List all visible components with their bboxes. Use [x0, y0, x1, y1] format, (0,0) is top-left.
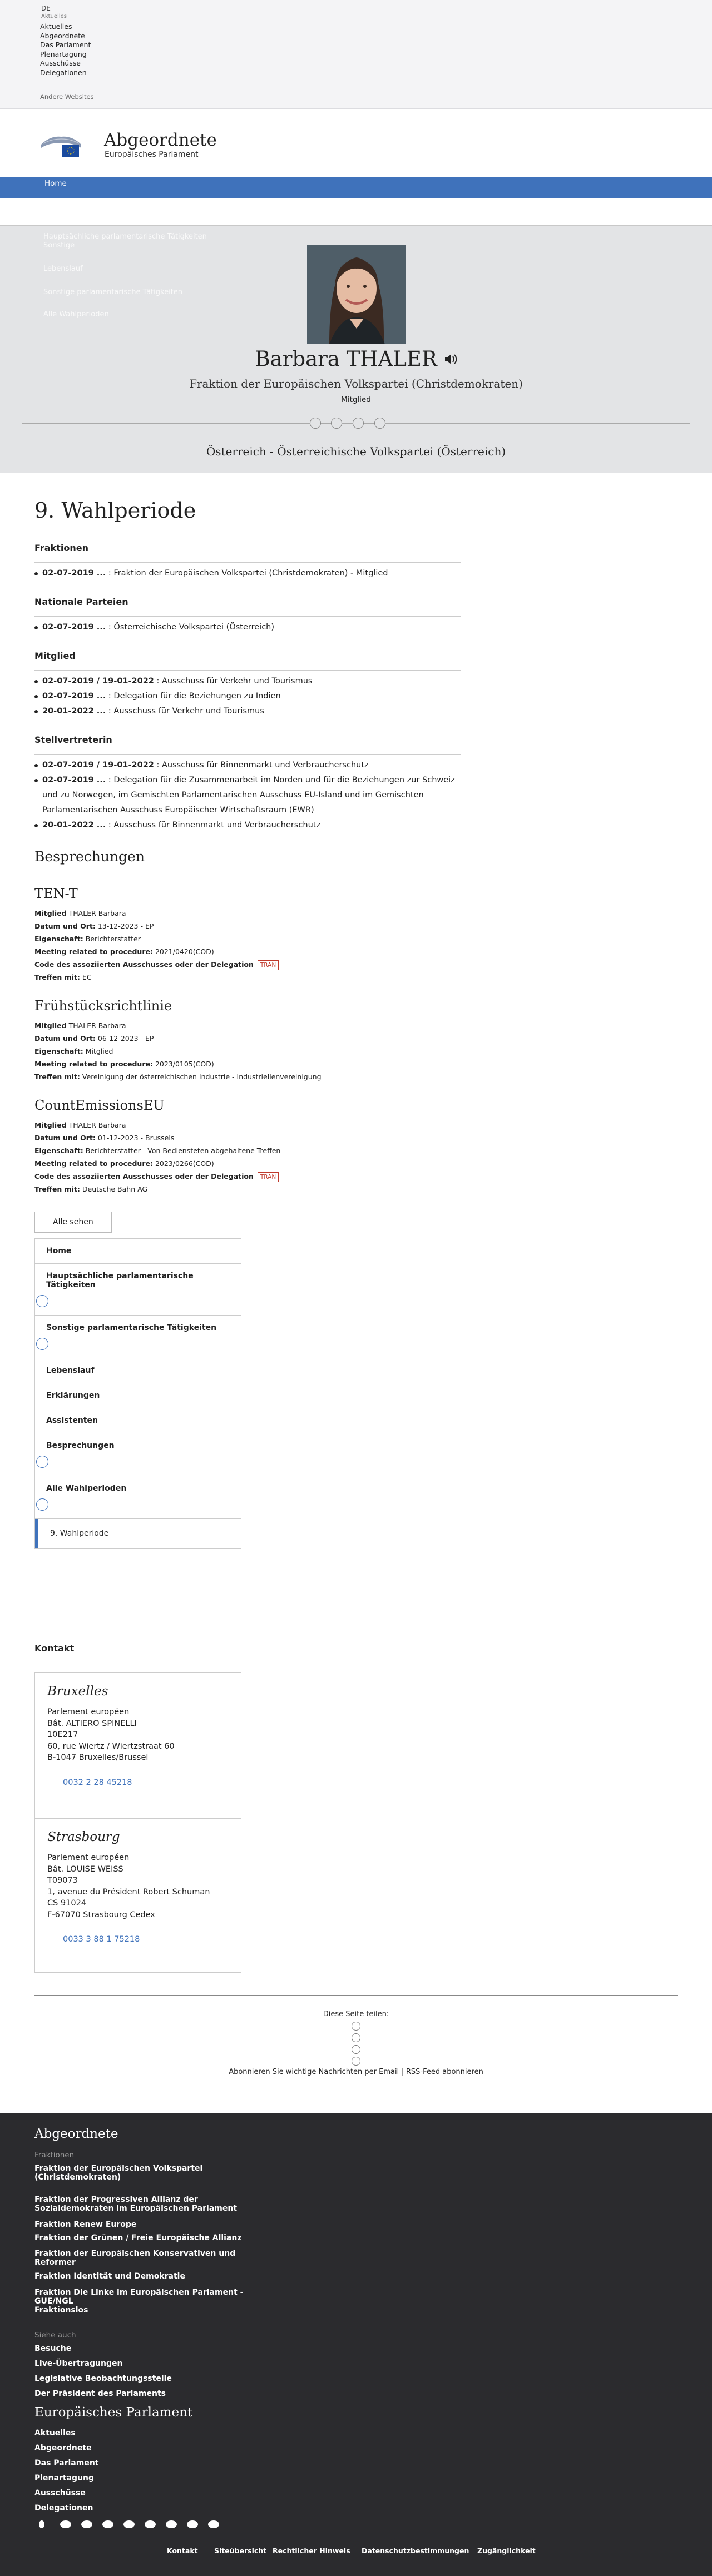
footer-ep-link[interactable]: Plenartagung [34, 2474, 94, 2483]
contact-card-strasbourg [34, 1818, 241, 1973]
footer-see-also-link[interactable]: Der Präsident des Parlaments [34, 2389, 166, 2398]
meeting-row-label: Meeting related to procedure: [34, 1159, 153, 1168]
meeting-row-value: Mitglied [85, 1047, 113, 1055]
meeting-row [34, 971, 461, 984]
side-menu-label: Sonstige parlamentarische Tätigkeiten [46, 1323, 217, 1332]
term-title: 9. Wahlperiode [34, 498, 196, 523]
sidebar-menu [34, 1238, 241, 1549]
section-divider [34, 616, 461, 617]
item-date: 02-07-2019 ... [42, 692, 106, 701]
footer-group-link[interactable]: Fraktion der Europäischen Konservativen und Reformer [34, 2249, 236, 2267]
side-menu-label: Erklärungen [46, 1391, 100, 1400]
meeting-row [34, 1144, 461, 1157]
list-item [34, 773, 461, 818]
mep-name-text: Barbara THALER [255, 347, 437, 371]
section-divider [34, 754, 461, 755]
side-other-activities[interactable] [35, 1316, 241, 1358]
address-line: Bât. ALTIERO SPINELLI [47, 1719, 137, 1728]
meeting-row-label: Treffen mit: [34, 1073, 80, 1081]
phone-link[interactable]: 0033 3 88 1 75218 [63, 1935, 140, 1944]
footer-see-also-label: Siehe auch [34, 2331, 76, 2340]
expand-icon[interactable] [36, 1456, 48, 1468]
top-nav-item[interactable]: Delegationen [40, 68, 87, 77]
meeting-row-label: Datum und Ort: [34, 922, 96, 930]
social-icon[interactable] [123, 2520, 135, 2528]
item-date: 20-01-2022 ... [42, 707, 106, 716]
site-subtitle: Europäisches Parlament [105, 150, 199, 159]
section-list [34, 674, 461, 719]
meeting-row-value: Berichterstatter [85, 935, 141, 943]
meeting-row [34, 907, 461, 920]
item-text: : Österreichische Volkspartei (Österreich) [106, 623, 275, 632]
mep-name [0, 347, 712, 371]
share-twitter-icon[interactable] [352, 2033, 360, 2042]
meeting-row-value: Berichterstatter - Von Bediensteten abgehaltene Treffen [85, 1146, 281, 1155]
meeting-row-value: 2023/0266(COD) [155, 1159, 214, 1168]
section-list [34, 566, 461, 581]
nav-home-link[interactable]: Home [44, 179, 67, 188]
meeting-row [34, 1045, 461, 1058]
item-text: : Ausschuss für Binnenmarkt und Verbraucherschutz [106, 821, 321, 830]
footer-bottom-link[interactable]: Siteübersicht [214, 2547, 267, 2555]
footer-group-link[interactable]: Fraktion Renew Europe [34, 2220, 137, 2229]
item-text: : Ausschuss für Binnenmarkt und Verbraucherschutz [154, 761, 369, 770]
footer-ep-link[interactable]: Abgeordnete [34, 2444, 92, 2453]
mep-national-party: Österreich - Österreichische Volkspartei (Österreich) [206, 445, 506, 458]
footer-groups-label: Fraktionen [34, 2151, 75, 2160]
item-date: 02-07-2019 / 19-01-2022 [42, 677, 154, 686]
side-menu-label: Home [46, 1247, 72, 1255]
footer-bottom-link[interactable]: Rechtlicher Hinweis [273, 2547, 350, 2555]
meeting-row-label: Eigenschaft: [34, 1047, 83, 1055]
meeting-row-label: Mitglied [34, 909, 67, 917]
footer-bottom-link[interactable]: Zugänglichkeit [477, 2547, 536, 2555]
footer-bottom-link[interactable]: Datenschutzbestimmungen [362, 2547, 469, 2555]
meeting-row-label: Treffen mit: [34, 1185, 80, 1193]
meetings-title: Besprechungen [34, 848, 145, 865]
meeting-row [34, 1019, 461, 1032]
meeting-row-value: THALER Barbara [68, 1121, 126, 1129]
mep-hero [0, 225, 712, 473]
top-nav-item[interactable]: Plenartagung [40, 49, 87, 58]
footer-group-link[interactable]: Fraktionslos [34, 2306, 88, 2315]
share-email-icon[interactable] [352, 2057, 360, 2066]
social-icon[interactable] [208, 2520, 219, 2528]
side-menu-label: Hauptsächliche parlamentarische Tätigkeiten [46, 1272, 194, 1289]
list-item [34, 689, 461, 704]
meeting-row [34, 958, 461, 971]
meeting-row [34, 1131, 461, 1144]
meeting-row [34, 1058, 461, 1070]
site-header [0, 109, 712, 177]
address-line: CS 91024 [47, 1899, 87, 1908]
address-line: F-67070 Strasbourg Cedex [47, 1910, 155, 1919]
meeting-row-label: Mitglied [34, 1121, 67, 1129]
section-heading: Mitglied [34, 651, 76, 661]
item-date: 02-07-2019 ... [42, 569, 106, 578]
address-line: Bât. LOUISE WEISS [47, 1864, 123, 1874]
top-nav [40, 22, 91, 77]
language-sub: Aktuelles [41, 13, 67, 19]
meeting-row-label: Meeting related to procedure: [34, 947, 153, 956]
address-line: 60, rue Wiertz / Wiertzstraat 60 [47, 1741, 175, 1751]
share-facebook-icon[interactable] [352, 2022, 360, 2031]
section-divider [34, 670, 461, 671]
top-nav-item[interactable]: Ausschüsse [40, 59, 81, 67]
side-menu-label: Besprechungen [46, 1441, 115, 1450]
mep-party: Fraktion der Europäischen Volkspartei (Christdemokraten) [189, 377, 523, 390]
section-list [34, 620, 461, 635]
side-main-activities[interactable] [35, 1264, 241, 1316]
hero-ghost-link[interactable]: Hauptsächliche parlamentarische Tätigkeiten [43, 232, 207, 241]
social-icon[interactable] [187, 2520, 198, 2528]
footer-see-also-link[interactable]: Live-Übertragungen [34, 2359, 123, 2368]
meetings-list [34, 886, 461, 1195]
meeting-row [34, 1183, 461, 1195]
footer-group-link[interactable]: Fraktion der Europäischen Volkspartei (Christdemokraten) [34, 2164, 203, 2182]
side-home[interactable] [35, 1239, 241, 1264]
subscribe-news-link[interactable]: Abonnieren Sie wichtige Nachrichten per Email [229, 2068, 399, 2076]
side-menu-label: Assistenten [46, 1416, 98, 1425]
meeting [34, 998, 461, 1083]
site-title[interactable]: Abgeordnete [104, 130, 217, 150]
list-item [34, 758, 461, 773]
item-date: 02-07-2019 / 19-01-2022 [42, 761, 154, 770]
hero-ghost-link[interactable]: Sonstige [43, 241, 75, 250]
meeting-title[interactable]: TEN-T [34, 886, 78, 901]
social-icon[interactable] [145, 2520, 156, 2528]
list-item [34, 704, 461, 719]
meeting-row-label: Datum und Ort: [34, 1134, 96, 1142]
mep-photo [307, 245, 406, 344]
footer-group-link[interactable]: Fraktion der Grünen / Freie Europäische Allianz [34, 2233, 242, 2242]
footer-group-link[interactable]: Fraktion der Progressiven Allianz der Sozialdemokraten im Europäischen Parlament [34, 2195, 238, 2213]
expand-icon[interactable] [36, 1498, 48, 1511]
list-item [34, 674, 461, 689]
footer-ep-link[interactable]: Das Parlament [34, 2459, 99, 2468]
see-all-button[interactable]: Alle sehen [34, 1212, 112, 1233]
term-sections [34, 543, 461, 833]
social-icon[interactable] [39, 2520, 44, 2528]
main-content [34, 473, 461, 1549]
expand-icon[interactable] [36, 1338, 48, 1350]
address-line: Parlement européen [47, 1853, 130, 1862]
contact-card-bruxelles [34, 1672, 241, 1818]
meeting-row [34, 1170, 461, 1183]
top-nav-item[interactable]: Das Parlament [40, 41, 91, 49]
meeting-row-value: Deutsche Bahn AG [82, 1185, 148, 1193]
hero-ghost-link[interactable]: Sonstige parlamentarische Tätigkeiten [43, 288, 183, 296]
meeting-row-label: Eigenschaft: [34, 1146, 83, 1155]
footer-bottom-link[interactable]: Kontakt [167, 2547, 198, 2555]
committee-badge[interactable]: TRAN [258, 960, 279, 970]
meeting [34, 1098, 461, 1195]
expand-icon[interactable] [36, 1295, 48, 1307]
footer-see-also-link[interactable]: Legislative Beobachtungsstelle [34, 2374, 172, 2383]
meeting-row-value: 01-12-2023 - Brussels [97, 1134, 175, 1142]
meeting-row [34, 945, 461, 958]
section-list [34, 758, 461, 833]
main-nav [0, 177, 712, 198]
address-line: B-1047 Bruxelles/Brussel [47, 1753, 149, 1762]
mep-role: Mitglied [341, 395, 371, 404]
meeting-row [34, 1032, 461, 1045]
social-icon[interactable] [81, 2520, 92, 2528]
rss-link[interactable]: RSS-Feed abonnieren [406, 2068, 483, 2076]
address-line: T09073 [47, 1876, 78, 1885]
share-linkedin-icon[interactable] [352, 2045, 360, 2054]
share-section: Diese Seite teilen: Abonnieren Sie wichtige Nachrichten per Email | RSS-Feed abonnieren [0, 2010, 712, 2076]
item-text: : Ausschuss für Verkehr und Tourismus [154, 677, 313, 686]
contact-city: Bruxelles [47, 1684, 108, 1699]
meeting-row [34, 1157, 461, 1170]
top-nav-item[interactable]: Aktuelles [40, 22, 72, 31]
side-assistants[interactable] [35, 1408, 241, 1433]
side-all-terms[interactable] [35, 1476, 241, 1519]
meeting [34, 886, 461, 984]
hero-ghost-link[interactable]: Lebenslauf [43, 265, 83, 273]
address-line: 10E217 [47, 1730, 78, 1739]
item-date: 20-01-2022 ... [42, 821, 106, 830]
address-line: 1, avenue du Président Robert Schuman [47, 1887, 210, 1897]
footer-group-link[interactable]: Fraktion Identität und Demokratie [34, 2272, 185, 2281]
meeting-row [34, 1070, 461, 1083]
meeting-row-label: Code des assoziierten Ausschusses oder der Delegation [34, 1172, 254, 1180]
side-menu-label: Lebenslauf [46, 1366, 95, 1375]
top-bar [0, 0, 712, 109]
share-label: Diese Seite teilen: [323, 2010, 389, 2018]
top-nav-item[interactable]: Abgeordnete [40, 31, 85, 40]
meeting-row-label: Meeting related to procedure: [34, 1060, 153, 1068]
address-line: Parlement européen [47, 1708, 130, 1716]
section-divider [34, 562, 461, 563]
meeting-row-value: 2023/0105(COD) [155, 1060, 214, 1068]
section-heading: Fraktionen [34, 543, 88, 553]
item-text: : Ausschuss für Verkehr und Tourismus [106, 707, 264, 716]
facebook-icon[interactable] [353, 418, 364, 429]
ep-logo-icon[interactable] [39, 133, 83, 159]
meeting-row-label: Eigenschaft: [34, 935, 83, 943]
speaker-icon[interactable] [444, 353, 457, 365]
meeting-row-label: Mitglied [34, 1021, 67, 1030]
other-sites-link[interactable]: Andere Websites [40, 93, 94, 101]
phone-link[interactable]: 0032 2 28 45218 [63, 1778, 132, 1787]
footer-see-also-link[interactable]: Besuche [34, 2344, 72, 2353]
meeting-row-label: Code des assoziierten Ausschusses oder der Delegation [34, 960, 254, 969]
side-menu-label: Alle Wahlperioden [46, 1484, 127, 1493]
meeting-row-label: Treffen mit: [34, 973, 80, 981]
meeting-row-value: 13-12-2023 - EP [97, 922, 154, 930]
side-cv[interactable] [35, 1358, 241, 1383]
item-text: : Delegation für die Zusammenarbeit im Norden und für die Beziehungen zur Schweiz und zu Norwegen, im Gemischten Parlamentarischen Ausschuss EU-Island und im Gemischten Parlamentarischen Ausschuss Europäischer Wirtschaftsraum (EWR) [42, 776, 455, 815]
side-meetings[interactable] [35, 1433, 241, 1476]
hero-ghost-link[interactable]: Alle Wahlperioden [43, 310, 109, 319]
committee-badge[interactable]: TRAN [258, 1172, 279, 1182]
list-item [34, 566, 461, 581]
meeting-row [34, 932, 461, 945]
list-item [34, 620, 461, 635]
list-item [34, 818, 461, 833]
meeting-row-value: EC [82, 973, 92, 981]
meeting-title[interactable]: Frühstücksrichtlinie [34, 998, 172, 1014]
footer-title-2: Europäisches Parlament [34, 2405, 193, 2420]
meeting-row-label: Datum und Ort: [34, 1034, 96, 1043]
footer [0, 2113, 712, 2576]
meeting-row-value: THALER Barbara [68, 1021, 126, 1030]
contact-city: Strasbourg [47, 1830, 120, 1844]
meeting-row-value: THALER Barbara [68, 909, 126, 917]
section-heading: Stellvertreterin [34, 734, 112, 745]
social-icon[interactable] [60, 2520, 71, 2528]
footer-ep-link[interactable]: Delegationen [34, 2504, 93, 2513]
meeting-row [34, 920, 461, 932]
meeting-row-value: 2021/0420(COD) [155, 947, 214, 956]
item-text: : Delegation für die Beziehungen zu Indien [106, 692, 281, 701]
meeting-row [34, 1119, 461, 1131]
meeting-row-value: Vereinigung der österreichischen Industrie - Industriellenvereinigung [82, 1073, 322, 1081]
email-icon[interactable] [310, 418, 321, 429]
footer-group-link[interactable]: Fraktion Die Linke im Europäischen Parlament - GUE/NGL [34, 2288, 244, 2306]
meeting-title[interactable]: CountEmissionsEU [34, 1098, 165, 1113]
item-date: 02-07-2019 ... [42, 623, 106, 632]
footer-ep-link[interactable]: Ausschüsse [34, 2489, 86, 2498]
social-icon[interactable] [166, 2520, 177, 2528]
footer-title: Abgeordnete [34, 2127, 118, 2141]
meeting-row-value: 06-12-2023 - EP [97, 1034, 154, 1043]
section-heading: Nationale Parteien [34, 597, 128, 607]
item-date: 02-07-2019 ... [42, 776, 106, 785]
twitter-icon[interactable] [374, 418, 385, 429]
side-declarations[interactable] [35, 1383, 241, 1408]
website-icon[interactable] [331, 418, 342, 429]
item-text: : Fraktion der Europäischen Volkspartei (Christdemokraten) - Mitglied [106, 569, 388, 578]
footer-ep-link[interactable]: Aktuelles [34, 2429, 76, 2438]
side-active-term[interactable]: 9. Wahlperiode [35, 1519, 241, 1548]
contact-title: Kontakt [34, 1643, 75, 1654]
language-selector[interactable]: DE [41, 4, 51, 12]
social-icon[interactable] [102, 2520, 113, 2528]
